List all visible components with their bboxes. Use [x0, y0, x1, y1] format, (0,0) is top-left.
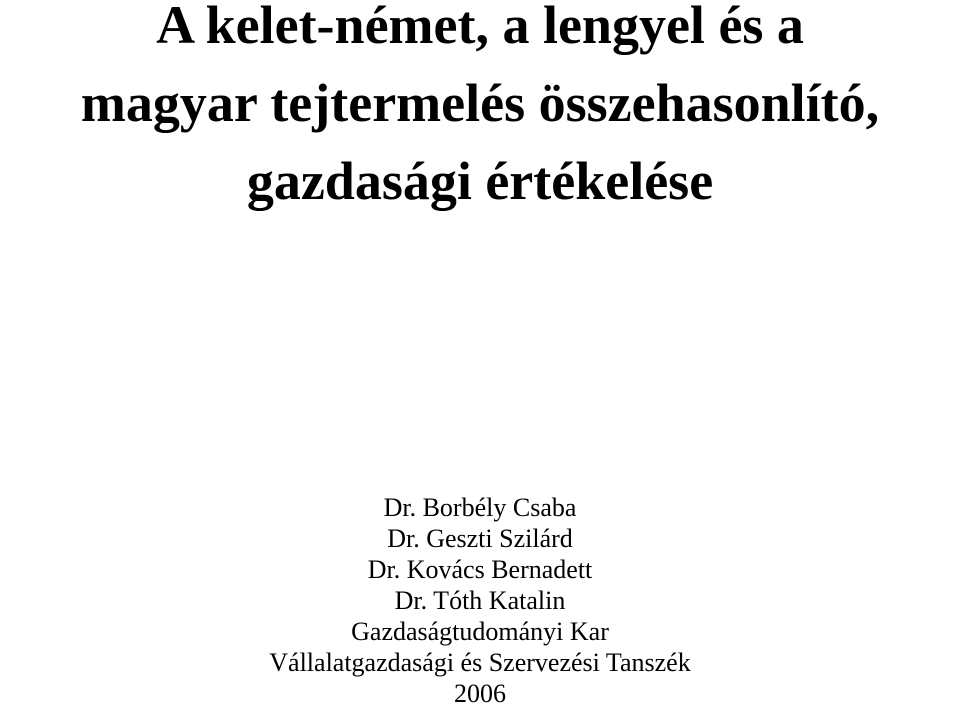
publication-year: 2006 — [454, 679, 506, 708]
title-line-2: magyar tejtermelés összehasonlító, — [80, 73, 880, 133]
author-3: Dr. Kovács Bernadett — [367, 555, 593, 584]
title-line-3: gazdasági értékelése — [246, 151, 714, 211]
department-name: Vállalatgazdasági és Szervezési Tanszék — [269, 648, 691, 677]
title-line-1: A kelet-német, a lengyel és a — [156, 0, 804, 55]
faculty-name: Gazdaságtudományi Kar — [351, 617, 609, 646]
author-2: Dr. Geszti Szilárd — [387, 524, 573, 553]
author-4: Dr. Tóth Katalin — [394, 586, 566, 615]
author-1: Dr. Borbély Csaba — [383, 493, 577, 522]
credits-block — [0, 492, 960, 709]
document-title — [0, 0, 960, 220]
